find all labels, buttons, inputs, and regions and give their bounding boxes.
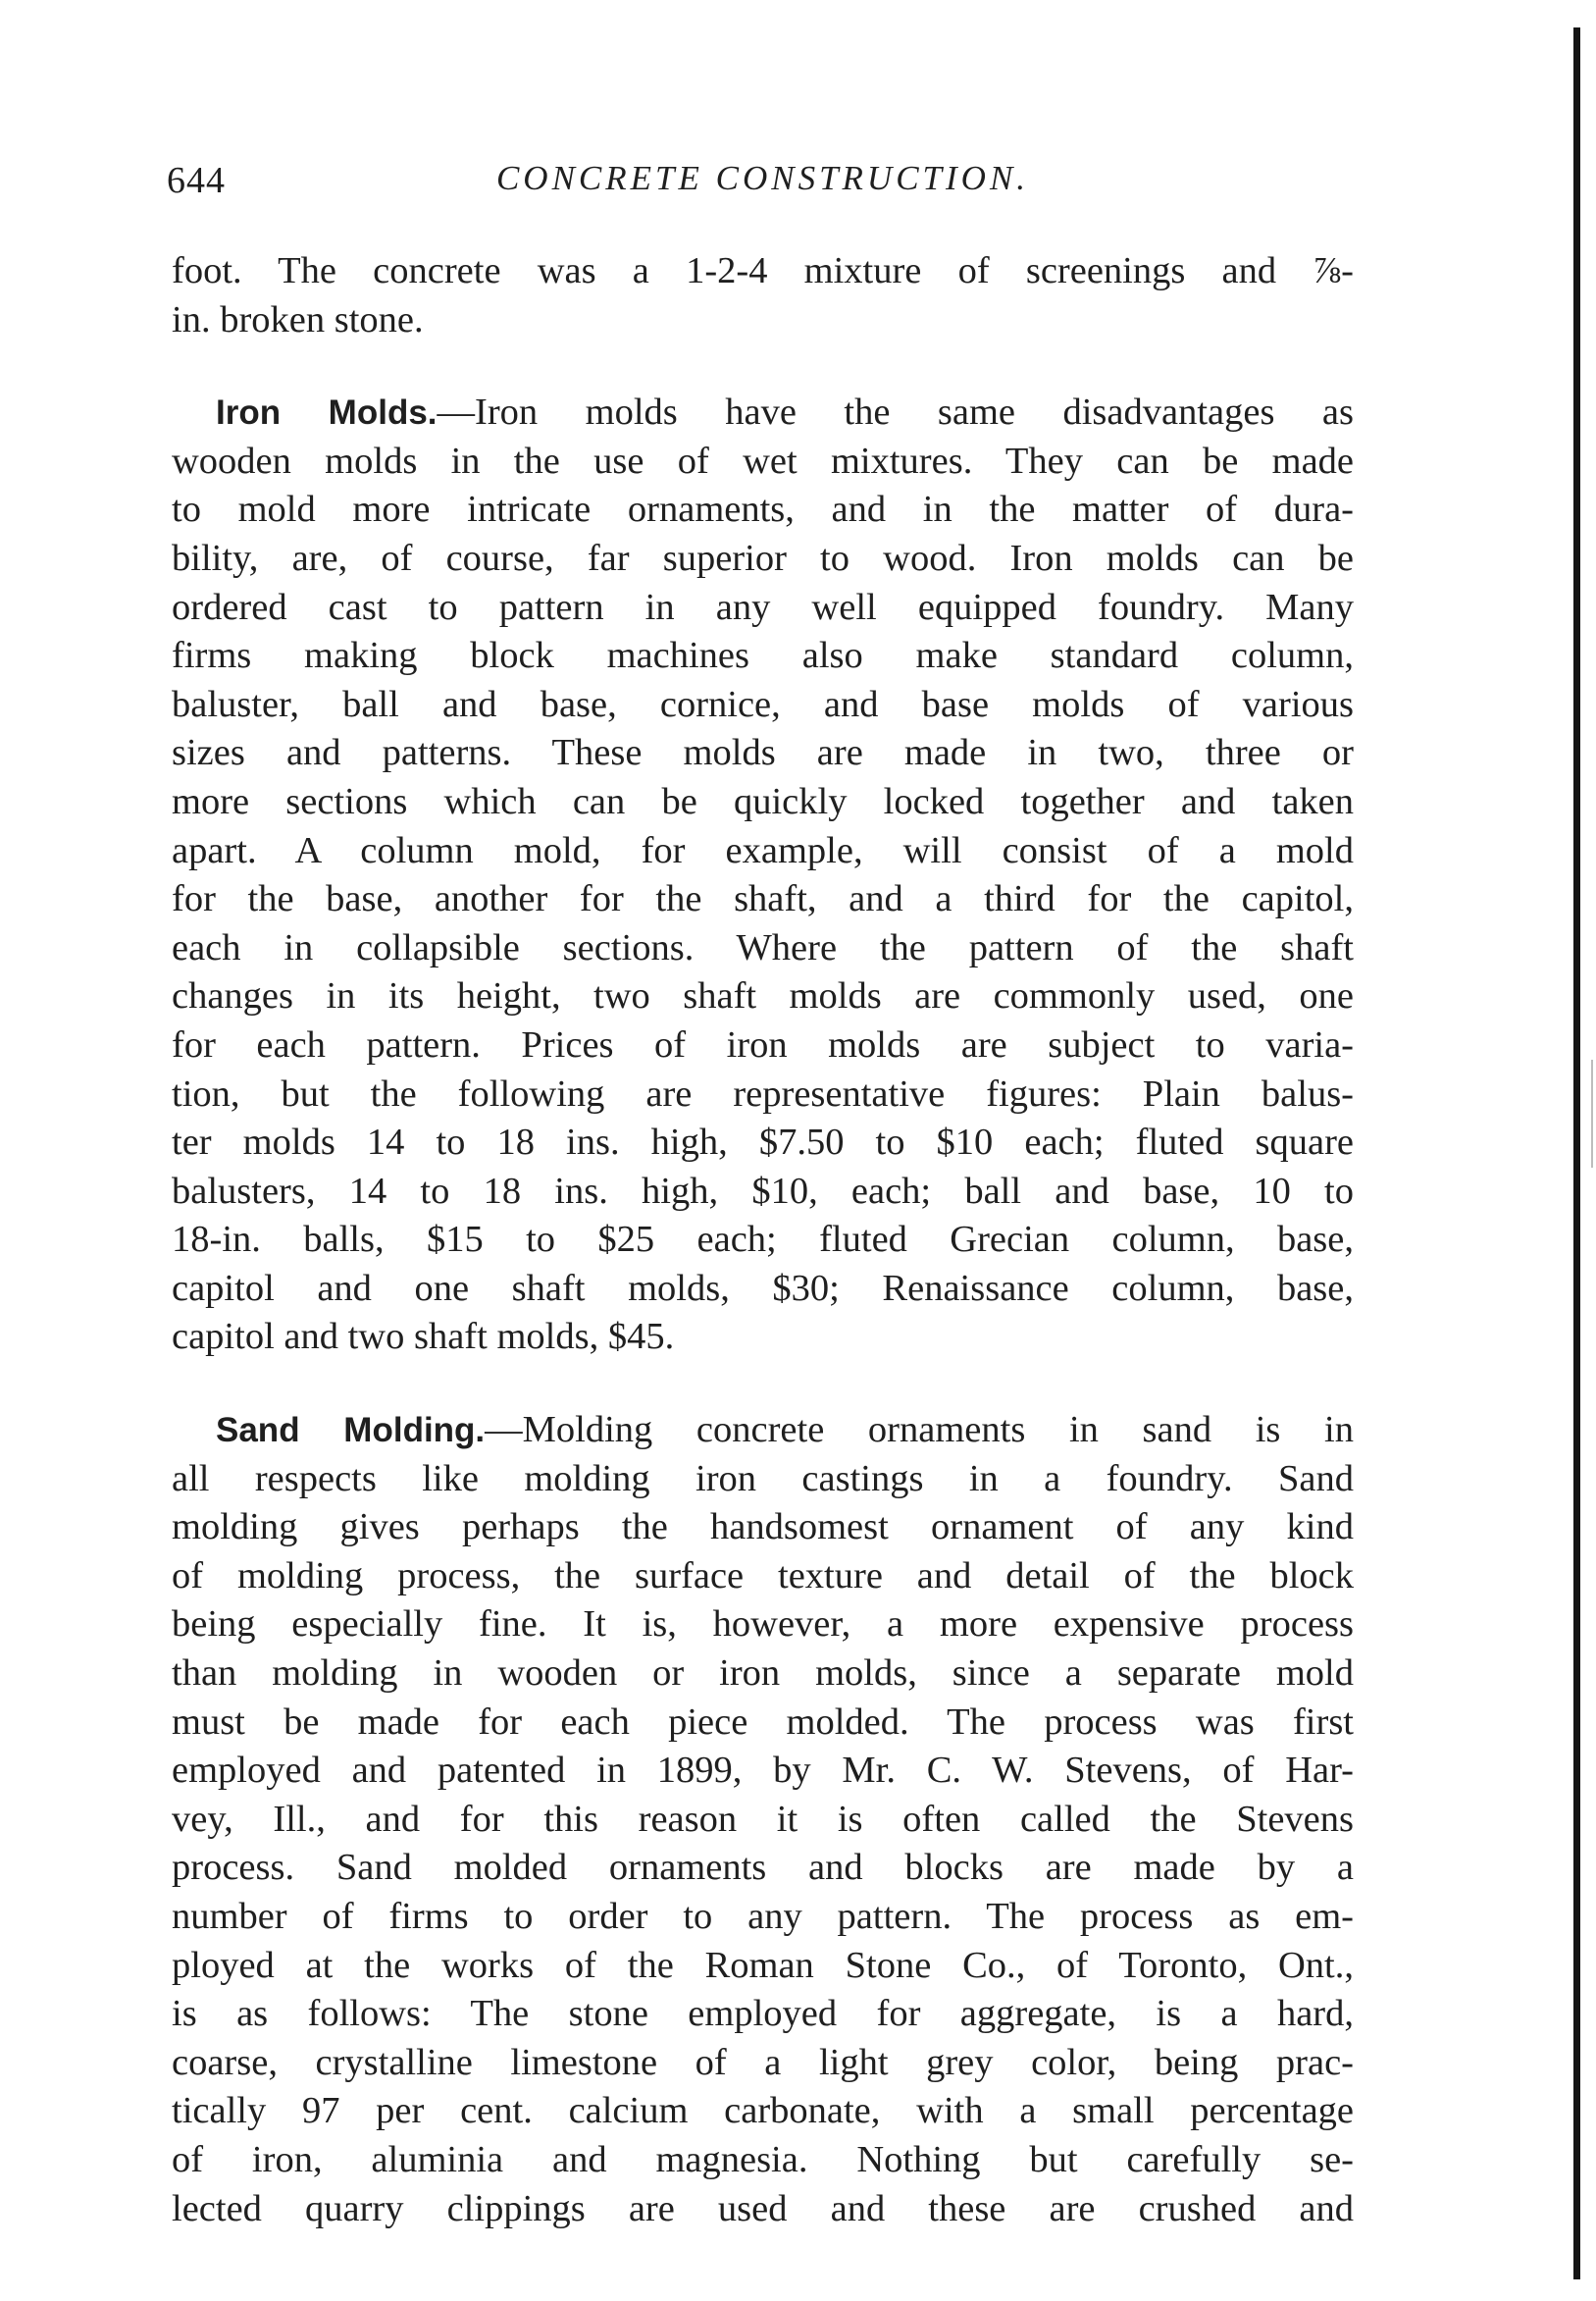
- page-number: 644: [167, 160, 226, 201]
- text-line: employed and patented in 1899, by Mr. C. W. Stevens, of Har-: [172, 1750, 1354, 1792]
- text-line: coarse, crystalline limestone of a light grey color, being prac-: [172, 2041, 1354, 2083]
- page-edge-shadow: [1573, 27, 1580, 2279]
- text-line: of iron, aluminia and magnesia. Nothing but carefully se-: [172, 2138, 1354, 2180]
- text-line: to mold more intricate ornaments, and in the matter of dura-: [172, 489, 1354, 531]
- text-line: in. broken stone.: [172, 298, 424, 340]
- text-line: for each pattern. Prices of iron molds are subject to varia-: [172, 1023, 1354, 1066]
- text-line: balusters, 14 to 18 ins. high, $10, each; ball and base, 10 to: [172, 1170, 1354, 1212]
- running-title: CONCRETE CONSTRUCTION.: [495, 159, 1030, 197]
- text-line: lected quarry clippings are used and these are crushed and: [172, 2187, 1354, 2229]
- text-line: process. Sand molded ornaments and blocks are made by a: [172, 1847, 1354, 1889]
- text-line: must be made for each piece molded. The process was first: [172, 1700, 1354, 1743]
- text-line: ployed at the works of the Roman Stone Co., of Toronto, Ont.,: [172, 1944, 1354, 1986]
- text-line: [172, 389, 1354, 438]
- text-line: baluster, ball and base, cornice, and base molds of various: [172, 683, 1354, 725]
- text-line: for the base, another for the shaft, and a third for the capitol,: [172, 878, 1354, 920]
- text-line: ordered cast to pattern in any well equipped foundry. Many: [172, 586, 1354, 628]
- text-line: foot. The concrete was a 1-2-4 mixture of screenings and ⅞-: [172, 250, 1354, 291]
- text-line: 18-in. balls, $15 to $25 each; fluted Grecian column, base,: [172, 1219, 1354, 1261]
- text-line: vey, Ill., and for this reason it is often called the Stevens: [172, 1798, 1354, 1840]
- paragraph-sand-molding: [172, 1406, 1354, 2233]
- text-line: firms making block machines also make standard column,: [172, 635, 1354, 677]
- text-line: [172, 1406, 1354, 1455]
- text-line: ter molds 14 to 18 ins. high, $7.50 to $10 each; fluted square: [172, 1122, 1354, 1164]
- section-heading-sand-molding: Sand Molding.: [216, 1411, 486, 1450]
- text-line: being especially fine. It is, however, a more expensive process: [172, 1603, 1354, 1646]
- text-line: molding gives perhaps the handsomest ornament of any kind: [172, 1506, 1354, 1548]
- text-line: than molding in wooden or iron molds, since a separate mold: [172, 1652, 1354, 1695]
- text-line: is as follows: The stone employed for aggregate, is a hard,: [172, 1993, 1354, 2035]
- text-line: apart. A column mold, for example, will consist of a mold: [172, 829, 1354, 871]
- text-line: bility, are, of course, far superior to wood. Iron molds can be: [172, 537, 1354, 579]
- text-line-content: —Iron molds have the same disadvantages as: [437, 392, 1354, 434]
- text-line: capitol and two shaft molds, $45.: [172, 1316, 675, 1358]
- text-line: more sections which can be quickly locked together and taken: [172, 780, 1354, 822]
- page-edge-mark: [1591, 1060, 1593, 1168]
- text-line: changes in its height, two shaft molds are commonly used, one: [172, 975, 1354, 1018]
- text-line: wooden molds in the use of wet mixtures. They can be made: [172, 440, 1354, 482]
- paragraph-iron-molds: [172, 389, 1354, 1362]
- page-header: [167, 159, 1359, 218]
- text-line: tion, but the following are representative figures: Plain balus-: [172, 1072, 1354, 1115]
- text-line: capitol and one shaft molds, $30; Renaissance column, base,: [172, 1267, 1354, 1309]
- body-text: [172, 247, 1354, 2233]
- text-line-content: —Molding concrete ornaments in sand is in: [485, 1409, 1354, 1451]
- text-line: each in collapsible sections. Where the pattern of the shaft: [172, 926, 1354, 968]
- text-line: sizes and patterns. These molds are made in two, three or: [172, 732, 1354, 774]
- text-line: tically 97 per cent. calcium carbonate, with a small percentage: [172, 2090, 1354, 2132]
- text-line: all respects like molding iron castings in a foundry. Sand: [172, 1457, 1354, 1499]
- paragraph-continuation: [172, 247, 1354, 344]
- text-line: of molding process, the surface texture and detail of the block: [172, 1554, 1354, 1596]
- section-heading-iron-molds: Iron Molds.: [216, 393, 438, 433]
- text-line: number of firms to order to any pattern. The process as em-: [172, 1896, 1354, 1937]
